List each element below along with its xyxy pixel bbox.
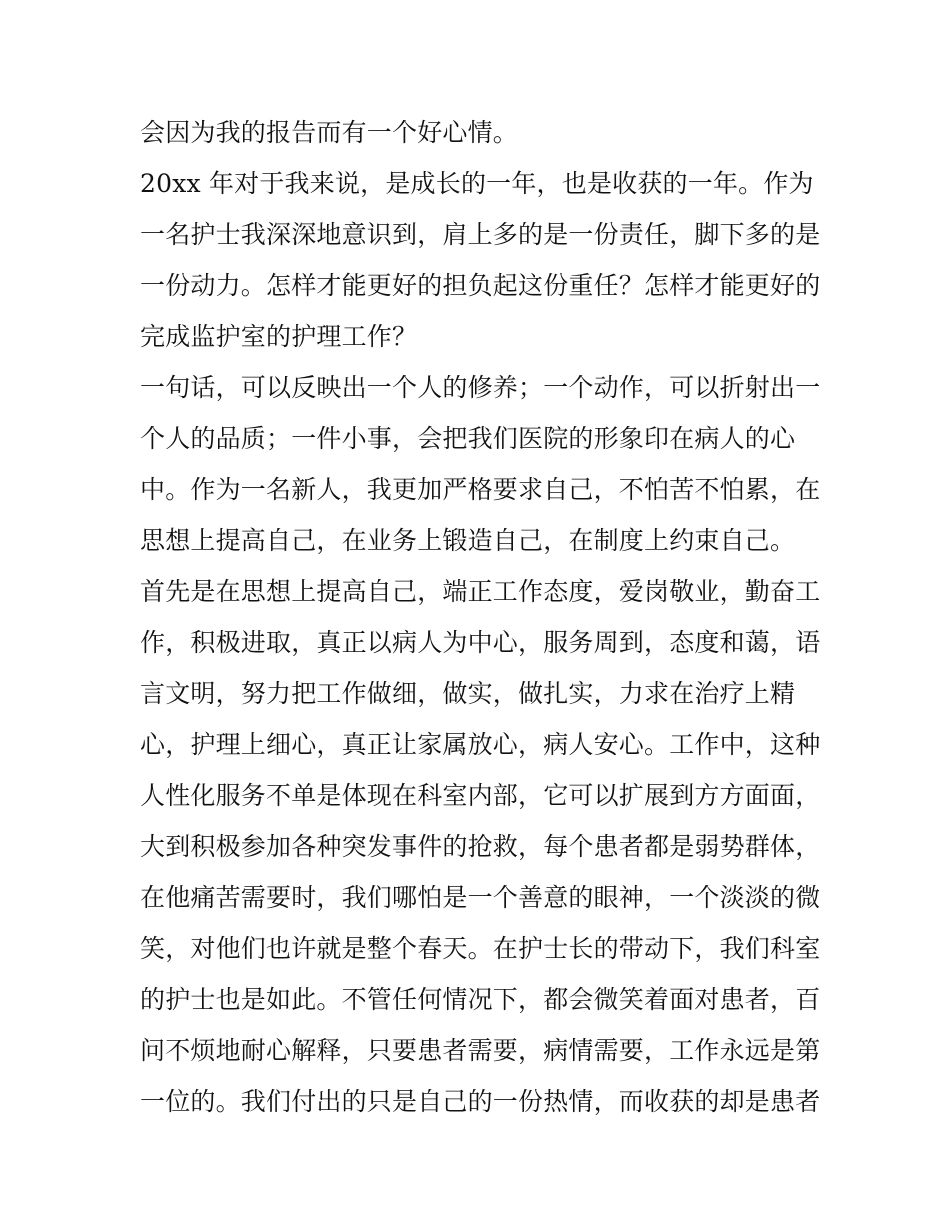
text-line: 问不烦地耐心解释，只要患者需要，病情需要，工作永远是第 xyxy=(140,1036,821,1065)
text-line: 作，积极进取，真正以病人为中心，服务周到，态度和蔼，语 xyxy=(140,628,821,657)
text-line: 一份动力。怎样才能更好的担负起这份重任？怎样才能更好的 xyxy=(140,271,821,300)
text-line: 言文明，努力把工作做细，做实，做扎实，力求在治疗上精 xyxy=(140,679,796,708)
text-line: 一位的。我们付出的只是自己的一份热情，而收获的却是患者 xyxy=(140,1087,821,1116)
text-line: 会因为我的报告而有一个好心情。 xyxy=(140,118,519,147)
text-line: 首先是在思想上提高自己，端正工作态度，爱岗敬业，勤奋工 xyxy=(140,577,821,606)
text-line: 完成监护室的护理工作？ xyxy=(140,322,418,351)
text-line: 一名护士我深深地意识到，肩上多的是一份责任，脚下多的是 xyxy=(140,220,821,249)
document-body xyxy=(140,107,830,1127)
text-line: 一句话，可以反映出一个人的修养；一个动作，可以折射出一 xyxy=(140,373,821,402)
text-line: 人性化服务不单是体现在科室内部，它可以扩展到方方面面， xyxy=(140,781,821,810)
text-line: 大到积极参加各种突发事件的抢救，每个患者都是弱势群体， xyxy=(140,832,821,861)
text-line: 中。作为一名新人，我更加严格要求自己，不怕苦不怕累，在 xyxy=(140,475,821,504)
text-line: 笑，对他们也许就是整个春天。在护士长的带动下，我们科室 xyxy=(140,934,821,963)
text-line: 思想上提高自己，在业务上锻造自己，在制度上约束自己。 xyxy=(140,526,796,555)
text-line: 在他痛苦需要时，我们哪怕是一个善意的眼神，一个淡淡的微 xyxy=(140,883,821,912)
text-line: 20xx 年对于我来说，是成长的一年，也是收获的一年。作为 xyxy=(140,169,814,198)
text-line: 的护士也是如此。不管任何情况下，都会微笑着面对患者，百 xyxy=(140,985,821,1014)
text-line: 心，护理上细心，真正让家属放心，病人安心。工作中，这种 xyxy=(140,730,821,759)
text-line: 个人的品质；一件小事，会把我们医院的形象印在病人的心 xyxy=(140,424,796,453)
